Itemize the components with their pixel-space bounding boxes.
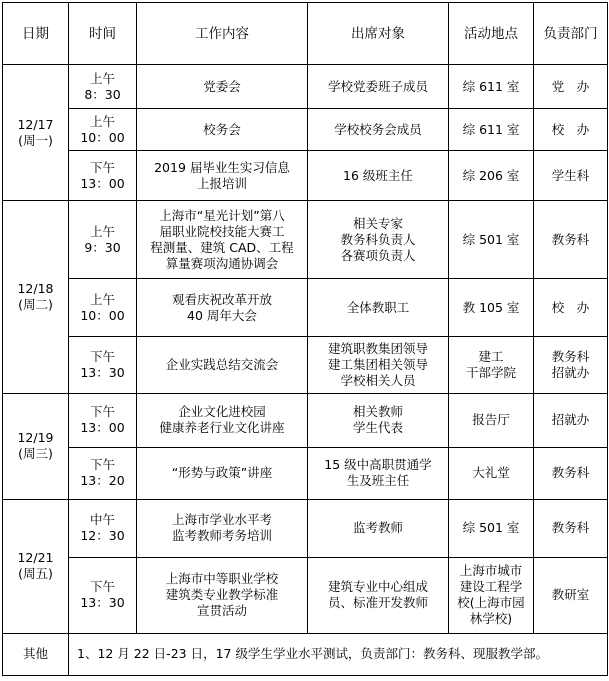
table-row <box>3 447 608 499</box>
other-text: 1、12 月 22 日-23 日，17 级学生学业水平测试，负责部门：教务科、现服教学部。 <box>69 633 608 675</box>
time-cell: 上午 9：30 <box>69 201 137 279</box>
date-cell: 12/21 (周五) <box>3 499 69 633</box>
department-cell: 教务科 <box>534 201 608 279</box>
header-content: 工作内容 <box>137 3 308 65</box>
date-cell: 12/18 (周二) <box>3 201 69 393</box>
location-cell: 综 501 室 <box>449 201 534 279</box>
department-cell: 党 办 <box>534 65 608 109</box>
content-cell: 党委会 <box>137 65 308 109</box>
content-cell: 上海市“星光计划”第八 届职业院校技能大赛工 程测量、建筑 CAD、工程 算量赛项沟通协调会 <box>137 201 308 279</box>
content-cell: 校务会 <box>137 109 308 151</box>
table-row <box>3 393 608 447</box>
location-cell: 综 206 室 <box>449 151 534 201</box>
attendees-cell: 监考教师 <box>308 499 449 557</box>
time-cell: 上午 10：00 <box>69 279 137 337</box>
content-cell: 上海市中等职业学校 建筑类专业教学标准 宣贯活动 <box>137 557 308 633</box>
schedule-table <box>2 2 608 676</box>
attendees-cell: 建筑职教集团领导 建工集团相关领导 学校相关人员 <box>308 337 449 393</box>
content-cell: 上海市学业水平考 监考教师考务培训 <box>137 499 308 557</box>
attendees-cell: 15 级中高职贯通学 生及班主任 <box>308 447 449 499</box>
time-cell: 下午 13：30 <box>69 337 137 393</box>
location-cell: 上海市城市 建设工程学 校(上海市园 林学校) <box>449 557 534 633</box>
department-cell: 校 办 <box>534 109 608 151</box>
header-location: 活动地点 <box>449 3 534 65</box>
header-date: 日期 <box>3 3 69 65</box>
attendees-cell: 学校校务会成员 <box>308 109 449 151</box>
attendees-cell: 全体教职工 <box>308 279 449 337</box>
department-cell: 教研室 <box>534 557 608 633</box>
location-cell: 综 501 室 <box>449 499 534 557</box>
time-cell: 下午 13：00 <box>69 393 137 447</box>
header-department: 负责部门 <box>534 3 608 65</box>
department-cell: 教务科 <box>534 447 608 499</box>
content-cell: 观看庆祝改革开放 40 周年大会 <box>137 279 308 337</box>
table-row <box>3 151 608 201</box>
time-cell: 下午 13：30 <box>69 557 137 633</box>
table-row <box>3 279 608 337</box>
department-cell: 招就办 <box>534 393 608 447</box>
time-cell: 下午 13：00 <box>69 151 137 201</box>
content-cell: “形势与政策”讲座 <box>137 447 308 499</box>
header-time: 时间 <box>69 3 137 65</box>
content-cell: 企业实践总结交流会 <box>137 337 308 393</box>
header-attendees: 出席对象 <box>308 3 449 65</box>
content-cell: 企业文化进校园 健康养老行业文化讲座 <box>137 393 308 447</box>
other-label: 其他 <box>3 633 69 675</box>
other-row <box>3 633 608 675</box>
attendees-cell: 相关专家 教务科负责人 各赛项负责人 <box>308 201 449 279</box>
table-row <box>3 201 608 279</box>
time-cell: 上午 10：00 <box>69 109 137 151</box>
table-row <box>3 499 608 557</box>
table-row <box>3 557 608 633</box>
attendees-cell: 16 级班主任 <box>308 151 449 201</box>
table-row <box>3 65 608 109</box>
department-cell: 教务科 招就办 <box>534 337 608 393</box>
table-row <box>3 337 608 393</box>
header-row <box>3 3 608 65</box>
location-cell: 教 105 室 <box>449 279 534 337</box>
location-cell: 报告厅 <box>449 393 534 447</box>
table-row <box>3 109 608 151</box>
date-cell: 12/17 (周一) <box>3 65 69 201</box>
location-cell: 建工 干部学院 <box>449 337 534 393</box>
date-cell: 12/19 (周三) <box>3 393 69 499</box>
department-cell: 学生科 <box>534 151 608 201</box>
time-cell: 下午 13：20 <box>69 447 137 499</box>
location-cell: 综 611 室 <box>449 109 534 151</box>
time-cell: 中午 12：30 <box>69 499 137 557</box>
content-cell: 2019 届毕业生实习信息 上报培训 <box>137 151 308 201</box>
attendees-cell: 建筑专业中心组成 员、标准开发教师 <box>308 557 449 633</box>
department-cell: 校 办 <box>534 279 608 337</box>
time-cell: 上午 8：30 <box>69 65 137 109</box>
attendees-cell: 学校党委班子成员 <box>308 65 449 109</box>
attendees-cell: 相关教师 学生代表 <box>308 393 449 447</box>
location-cell: 综 611 室 <box>449 65 534 109</box>
location-cell: 大礼堂 <box>449 447 534 499</box>
department-cell: 教务科 <box>534 499 608 557</box>
